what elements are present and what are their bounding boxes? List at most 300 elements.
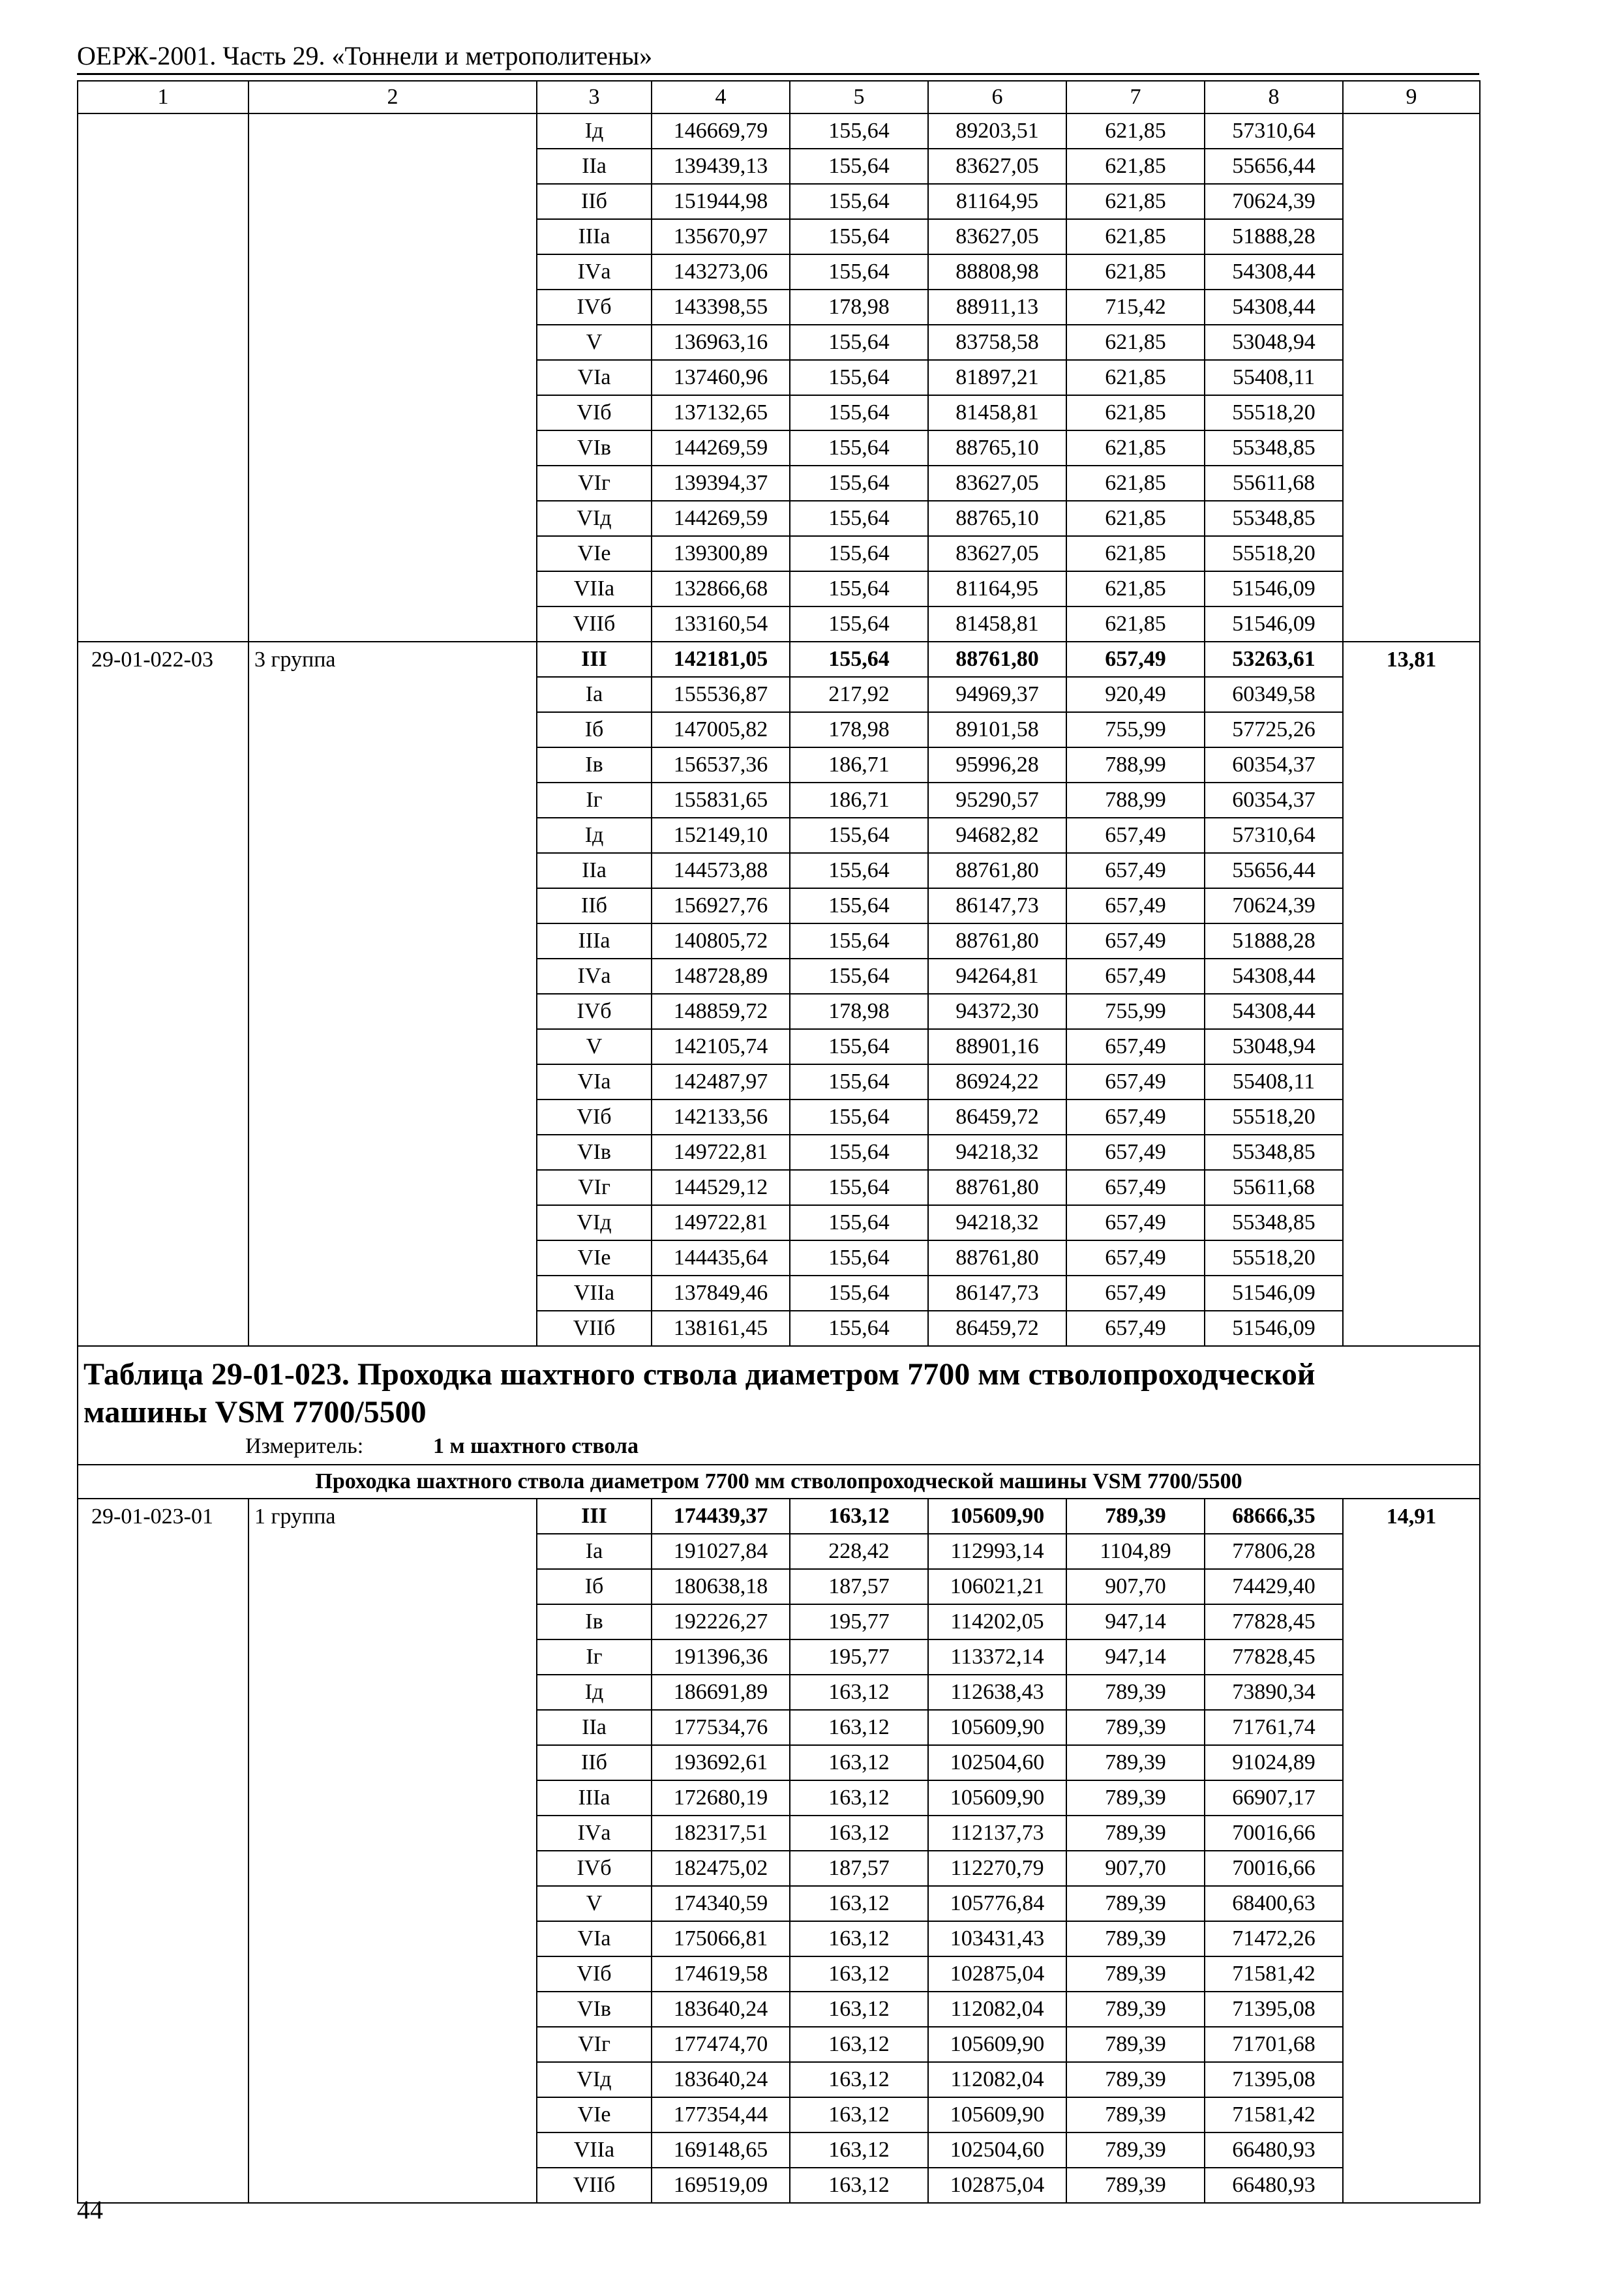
machine-cost-cell: 94264,81 [928, 959, 1066, 994]
wages-cell: 163,12 [790, 1675, 928, 1710]
material-cost-cell: 71761,74 [1205, 1710, 1343, 1745]
total-cost-cell: 155831,65 [652, 783, 790, 818]
driver-wages-cell: 789,39 [1066, 1675, 1205, 1710]
driver-wages-cell: 788,99 [1066, 747, 1205, 783]
material-cost-cell: 71581,42 [1205, 1956, 1343, 1992]
rate-code-cell [78, 113, 248, 642]
material-cost-cell: 70016,66 [1205, 1851, 1343, 1886]
material-cost-cell: 71472,26 [1205, 1921, 1343, 1956]
material-cost-cell: 60354,37 [1205, 747, 1343, 783]
table-row [78, 113, 1480, 149]
machine-cost-cell: 102875,04 [928, 1956, 1066, 1992]
material-cost-cell: 70624,39 [1205, 184, 1343, 219]
wages-cell: 155,64 [790, 219, 928, 254]
region-code-cell: Iа [537, 677, 652, 712]
driver-wages-cell: 657,49 [1066, 1029, 1205, 1064]
driver-wages-cell: 657,49 [1066, 959, 1205, 994]
driver-wages-cell: 657,49 [1066, 1311, 1205, 1346]
wages-cell: 155,64 [790, 1100, 928, 1135]
region-code-cell: Iв [537, 747, 652, 783]
region-code-cell: IIб [537, 184, 652, 219]
total-cost-cell: 133160,54 [652, 606, 790, 642]
region-code-cell: VIб [537, 1956, 652, 1992]
material-cost-cell: 51888,28 [1205, 219, 1343, 254]
driver-wages-cell: 657,49 [1066, 923, 1205, 959]
material-cost-cell: 54308,44 [1205, 290, 1343, 325]
region-code-cell: VIв [537, 430, 652, 466]
rate-code-cell: 29-01-022-03 [78, 642, 248, 1346]
driver-wages-cell: 788,99 [1066, 783, 1205, 818]
total-cost-cell: 144529,12 [652, 1170, 790, 1205]
wages-cell: 155,64 [790, 923, 928, 959]
wages-cell: 163,12 [790, 2132, 928, 2168]
machine-cost-cell: 88761,80 [928, 923, 1066, 959]
wages-cell: 155,64 [790, 466, 928, 501]
wages-cell: 186,71 [790, 783, 928, 818]
machine-cost-cell: 112137,73 [928, 1816, 1066, 1851]
work-subtitle-row [78, 1465, 1480, 1499]
total-cost-cell: 182475,02 [652, 1851, 790, 1886]
page-header: ОЕРЖ-2001. Часть 29. «Тоннели и метрополитены» [77, 41, 653, 70]
region-code-cell: Iв [537, 1604, 652, 1639]
driver-wages-cell: 789,39 [1066, 1886, 1205, 1921]
total-cost-cell: 156537,36 [652, 747, 790, 783]
region-code-cell: VIе [537, 1240, 652, 1276]
total-cost-cell: 144269,59 [652, 501, 790, 536]
material-cost-cell: 55348,85 [1205, 430, 1343, 466]
material-cost-cell: 55518,20 [1205, 1100, 1343, 1135]
region-code-cell: VIа [537, 1064, 652, 1100]
driver-wages-cell: 789,39 [1066, 2062, 1205, 2097]
driver-wages-cell: 657,49 [1066, 888, 1205, 923]
machine-cost-cell: 81458,81 [928, 395, 1066, 430]
machine-cost-cell: 105609,90 [928, 1710, 1066, 1745]
total-cost-cell: 139394,37 [652, 466, 790, 501]
region-code-cell: III [537, 642, 652, 677]
wages-cell: 163,12 [790, 2027, 928, 2062]
machine-cost-cell: 95996,28 [928, 747, 1066, 783]
driver-wages-cell: 789,39 [1066, 1956, 1205, 1992]
driver-wages-cell: 657,49 [1066, 1205, 1205, 1240]
material-cost-cell: 55348,85 [1205, 1135, 1343, 1170]
machine-cost-cell: 86147,73 [928, 1276, 1066, 1311]
driver-wages-cell: 657,49 [1066, 818, 1205, 853]
driver-wages-cell: 621,85 [1066, 466, 1205, 501]
wages-cell: 155,64 [790, 1311, 928, 1346]
driver-wages-cell: 789,39 [1066, 2097, 1205, 2132]
measure-label: Измеритель: [245, 1434, 364, 1458]
machine-cost-cell: 83627,05 [928, 149, 1066, 184]
material-cost-cell: 57725,26 [1205, 712, 1343, 747]
wages-cell: 163,12 [790, 1992, 928, 2027]
driver-wages-cell: 907,70 [1066, 1569, 1205, 1604]
machine-cost-cell: 112993,14 [928, 1534, 1066, 1569]
wages-cell: 155,64 [790, 1205, 928, 1240]
machine-cost-cell: 105776,84 [928, 1886, 1066, 1921]
total-cost-cell: 132866,68 [652, 571, 790, 606]
wages-cell: 155,64 [790, 360, 928, 395]
wages-cell: 163,12 [790, 1816, 928, 1851]
machine-cost-cell: 105609,90 [928, 2097, 1066, 2132]
total-cost-cell: 148728,89 [652, 959, 790, 994]
wages-cell: 178,98 [790, 290, 928, 325]
wages-cell: 155,64 [790, 395, 928, 430]
material-cost-cell: 55348,85 [1205, 501, 1343, 536]
material-cost-cell: 73890,34 [1205, 1675, 1343, 1710]
group-cell: 1 группа [248, 1499, 537, 2203]
total-cost-cell: 149722,81 [652, 1135, 790, 1170]
wages-cell: 186,71 [790, 747, 928, 783]
total-cost-cell: 144573,88 [652, 853, 790, 888]
total-cost-cell: 177534,76 [652, 1710, 790, 1745]
material-cost-cell: 71395,08 [1205, 1992, 1343, 2027]
region-code-cell: Iб [537, 712, 652, 747]
region-code-cell: IIб [537, 888, 652, 923]
driver-wages-cell: 907,70 [1066, 1851, 1205, 1886]
material-cost-cell: 60354,37 [1205, 783, 1343, 818]
driver-wages-cell: 789,39 [1066, 1745, 1205, 1780]
total-cost-cell: 143398,55 [652, 290, 790, 325]
column-number: 7 [1066, 81, 1205, 113]
wages-cell: 155,64 [790, 184, 928, 219]
region-code-cell: Iд [537, 113, 652, 149]
material-cost-cell: 74429,40 [1205, 1569, 1343, 1604]
machine-cost-cell: 95290,57 [928, 783, 1066, 818]
material-cost-cell: 51546,09 [1205, 571, 1343, 606]
column-number: 3 [537, 81, 652, 113]
machine-cost-cell: 83758,58 [928, 325, 1066, 360]
material-cost-cell: 57310,64 [1205, 818, 1343, 853]
wages-cell: 155,64 [790, 113, 928, 149]
driver-wages-cell: 657,49 [1066, 1240, 1205, 1276]
machine-cost-cell: 88901,16 [928, 1029, 1066, 1064]
machine-cost-cell: 88761,80 [928, 853, 1066, 888]
driver-wages-cell: 789,39 [1066, 1499, 1205, 1534]
wages-cell: 155,64 [790, 571, 928, 606]
region-code-cell: VIIа [537, 571, 652, 606]
wages-cell: 155,64 [790, 149, 928, 184]
wages-cell: 155,64 [790, 1135, 928, 1170]
region-code-cell: Iг [537, 783, 652, 818]
column-number-row [78, 81, 1480, 113]
total-cost-cell: 147005,82 [652, 712, 790, 747]
region-code-cell: VIв [537, 1135, 652, 1170]
table-title-cell [78, 1346, 1480, 1465]
material-cost-cell: 53048,94 [1205, 1029, 1343, 1064]
wages-cell: 187,57 [790, 1569, 928, 1604]
total-cost-cell: 149722,81 [652, 1205, 790, 1240]
region-code-cell: VIд [537, 1205, 652, 1240]
driver-wages-cell: 621,85 [1066, 184, 1205, 219]
machine-cost-cell: 83627,05 [928, 466, 1066, 501]
wages-cell: 187,57 [790, 1851, 928, 1886]
wages-cell: 195,77 [790, 1604, 928, 1639]
driver-wages-cell: 621,85 [1066, 219, 1205, 254]
driver-wages-cell: 947,14 [1066, 1604, 1205, 1639]
material-cost-cell: 68400,63 [1205, 1886, 1343, 1921]
driver-wages-cell: 789,39 [1066, 1816, 1205, 1851]
driver-wages-cell: 657,49 [1066, 1100, 1205, 1135]
machine-cost-cell: 86924,22 [928, 1064, 1066, 1100]
region-code-cell: VIе [537, 536, 652, 571]
table-title-line: Таблица 29-01-023. Проходка шахтного ствола диаметром 7700 мм стволопроходческой [83, 1357, 1316, 1392]
total-cost-cell: 172680,19 [652, 1780, 790, 1816]
region-code-cell: VIе [537, 2097, 652, 2132]
machine-cost-cell: 86147,73 [928, 888, 1066, 923]
total-cost-cell: 175066,81 [652, 1921, 790, 1956]
machine-cost-cell: 89203,51 [928, 113, 1066, 149]
material-cost-cell: 71395,08 [1205, 2062, 1343, 2097]
total-cost-cell: 139300,89 [652, 536, 790, 571]
driver-wages-cell: 1104,89 [1066, 1534, 1205, 1569]
wages-cell: 163,12 [790, 2097, 928, 2132]
total-cost-cell: 174340,59 [652, 1886, 790, 1921]
total-cost-cell: 174619,58 [652, 1956, 790, 1992]
machine-cost-cell: 94682,82 [928, 818, 1066, 853]
column-number: 9 [1343, 81, 1480, 113]
material-cost-cell: 77806,28 [1205, 1534, 1343, 1569]
region-code-cell: VIIб [537, 1311, 652, 1346]
table-title-row [78, 1346, 1480, 1465]
machine-cost-cell: 81164,95 [928, 571, 1066, 606]
material-cost-cell: 51546,09 [1205, 1311, 1343, 1346]
material-cost-cell: 68666,35 [1205, 1499, 1343, 1534]
region-code-cell: VIд [537, 2062, 652, 2097]
driver-wages-cell: 789,39 [1066, 1921, 1205, 1956]
machine-cost-cell: 81897,21 [928, 360, 1066, 395]
machine-cost-cell: 86459,72 [928, 1311, 1066, 1346]
machine-cost-cell: 105609,90 [928, 1499, 1066, 1534]
driver-wages-cell: 621,85 [1066, 360, 1205, 395]
header-rule [77, 73, 1479, 75]
driver-wages-cell: 621,85 [1066, 501, 1205, 536]
material-cost-cell: 66907,17 [1205, 1780, 1343, 1816]
driver-wages-cell: 657,49 [1066, 642, 1205, 677]
region-code-cell: IVа [537, 1816, 652, 1851]
wages-cell: 163,12 [790, 1921, 928, 1956]
total-cost-cell: 142487,97 [652, 1064, 790, 1100]
wages-cell: 163,12 [790, 1780, 928, 1816]
driver-wages-cell: 789,39 [1066, 2168, 1205, 2203]
machine-cost-cell: 88765,10 [928, 501, 1066, 536]
driver-wages-cell: 657,49 [1066, 1170, 1205, 1205]
driver-wages-cell: 621,85 [1066, 606, 1205, 642]
coefficient-cell [1343, 113, 1480, 642]
machine-cost-cell: 88761,80 [928, 1170, 1066, 1205]
wages-cell: 155,64 [790, 818, 928, 853]
total-cost-cell: 139439,13 [652, 149, 790, 184]
measure-line [83, 1433, 1474, 1460]
driver-wages-cell: 715,42 [1066, 290, 1205, 325]
work-subtitle: Проходка шахтного ствола диаметром 7700 мм стволопроходческой машины VSM 7700/5500 [78, 1465, 1480, 1499]
material-cost-cell: 60349,58 [1205, 677, 1343, 712]
driver-wages-cell: 920,49 [1066, 677, 1205, 712]
region-code-cell: Iа [537, 1534, 652, 1569]
wages-cell: 178,98 [790, 994, 928, 1029]
wages-cell: 155,64 [790, 1240, 928, 1276]
region-code-cell: V [537, 1029, 652, 1064]
total-cost-cell: 142105,74 [652, 1029, 790, 1064]
total-cost-cell: 142133,56 [652, 1100, 790, 1135]
wages-cell: 163,12 [790, 1745, 928, 1780]
total-cost-cell: 137132,65 [652, 395, 790, 430]
driver-wages-cell: 657,49 [1066, 1064, 1205, 1100]
wages-cell: 155,64 [790, 1064, 928, 1100]
machine-cost-cell: 88761,80 [928, 1240, 1066, 1276]
total-cost-cell: 137849,46 [652, 1276, 790, 1311]
driver-wages-cell: 621,85 [1066, 149, 1205, 184]
total-cost-cell: 182317,51 [652, 1816, 790, 1851]
material-cost-cell: 54308,44 [1205, 959, 1343, 994]
region-code-cell: VIд [537, 501, 652, 536]
total-cost-cell: 156927,76 [652, 888, 790, 923]
total-cost-cell: 193692,61 [652, 1745, 790, 1780]
total-cost-cell: 138161,45 [652, 1311, 790, 1346]
material-cost-cell: 51546,09 [1205, 606, 1343, 642]
table-row [78, 1499, 1480, 1534]
total-cost-cell: 177474,70 [652, 2027, 790, 2062]
wages-cell: 163,12 [790, 1710, 928, 1745]
region-code-cell: VIг [537, 466, 652, 501]
total-cost-cell: 155536,87 [652, 677, 790, 712]
table-title [83, 1356, 1474, 1431]
material-cost-cell: 55518,20 [1205, 1240, 1343, 1276]
region-code-cell: IVб [537, 994, 652, 1029]
wages-cell: 155,64 [790, 642, 928, 677]
price-table [77, 80, 1481, 2204]
wages-cell: 195,77 [790, 1639, 928, 1675]
material-cost-cell: 54308,44 [1205, 994, 1343, 1029]
driver-wages-cell: 621,85 [1066, 430, 1205, 466]
region-code-cell: VIIа [537, 1276, 652, 1311]
column-number: 8 [1205, 81, 1343, 113]
material-cost-cell: 71701,68 [1205, 2027, 1343, 2062]
driver-wages-cell: 621,85 [1066, 325, 1205, 360]
total-cost-cell: 151944,98 [652, 184, 790, 219]
region-code-cell: IVб [537, 290, 652, 325]
total-cost-cell: 144435,64 [652, 1240, 790, 1276]
machine-cost-cell: 81164,95 [928, 184, 1066, 219]
region-code-cell: VIг [537, 1170, 652, 1205]
driver-wages-cell: 755,99 [1066, 712, 1205, 747]
driver-wages-cell: 789,39 [1066, 2027, 1205, 2062]
material-cost-cell: 66480,93 [1205, 2132, 1343, 2168]
machine-cost-cell: 102875,04 [928, 2168, 1066, 2203]
wages-cell: 163,12 [790, 2168, 928, 2203]
wages-cell: 155,64 [790, 430, 928, 466]
rate-code-cell: 29-01-023-01 [78, 1499, 248, 2203]
wages-cell: 155,64 [790, 1029, 928, 1064]
machine-cost-cell: 114202,05 [928, 1604, 1066, 1639]
column-number: 1 [78, 81, 248, 113]
region-code-cell: Iд [537, 818, 652, 853]
region-code-cell: V [537, 325, 652, 360]
region-code-cell: VIг [537, 2027, 652, 2062]
region-code-cell: Iд [537, 1675, 652, 1710]
material-cost-cell: 55656,44 [1205, 853, 1343, 888]
total-cost-cell: 169148,65 [652, 2132, 790, 2168]
machine-cost-cell: 112082,04 [928, 2062, 1066, 2097]
total-cost-cell: 186691,89 [652, 1675, 790, 1710]
region-code-cell: IIб [537, 1745, 652, 1780]
material-cost-cell: 91024,89 [1205, 1745, 1343, 1780]
total-cost-cell: 144269,59 [652, 430, 790, 466]
region-code-cell: VIа [537, 1921, 652, 1956]
page-number: 44 [77, 2195, 103, 2224]
group-cell [248, 113, 537, 642]
region-code-cell: IIIа [537, 219, 652, 254]
machine-cost-cell: 88761,80 [928, 642, 1066, 677]
column-number: 2 [248, 81, 537, 113]
driver-wages-cell: 947,14 [1066, 1639, 1205, 1675]
wages-cell: 178,98 [790, 712, 928, 747]
machine-cost-cell: 89101,58 [928, 712, 1066, 747]
material-cost-cell: 55656,44 [1205, 149, 1343, 184]
wages-cell: 155,64 [790, 325, 928, 360]
material-cost-cell: 51888,28 [1205, 923, 1343, 959]
total-cost-cell: 191396,36 [652, 1639, 790, 1675]
table-title-line: машины VSM 7700/5500 [83, 1395, 427, 1429]
table-row [78, 642, 1480, 677]
region-code-cell: IIа [537, 853, 652, 888]
wages-cell: 155,64 [790, 254, 928, 290]
measure-value: 1 м шахтного ствола [433, 1434, 639, 1458]
driver-wages-cell: 621,85 [1066, 254, 1205, 290]
wages-cell: 155,64 [790, 501, 928, 536]
wages-cell: 163,12 [790, 2062, 928, 2097]
total-cost-cell: 135670,97 [652, 219, 790, 254]
wages-cell: 155,64 [790, 606, 928, 642]
region-code-cell: Iг [537, 1639, 652, 1675]
region-code-cell: VIIа [537, 2132, 652, 2168]
driver-wages-cell: 755,99 [1066, 994, 1205, 1029]
driver-wages-cell: 789,39 [1066, 2132, 1205, 2168]
total-cost-cell: 140805,72 [652, 923, 790, 959]
table-body [78, 81, 1480, 2203]
material-cost-cell: 77828,45 [1205, 1639, 1343, 1675]
region-code-cell: IIа [537, 1710, 652, 1745]
wages-cell: 155,64 [790, 959, 928, 994]
machine-cost-cell: 105609,90 [928, 1780, 1066, 1816]
region-code-cell: III [537, 1499, 652, 1534]
material-cost-cell: 55518,20 [1205, 395, 1343, 430]
material-cost-cell: 55408,11 [1205, 360, 1343, 395]
region-code-cell: VIб [537, 395, 652, 430]
machine-cost-cell: 83627,05 [928, 536, 1066, 571]
region-code-cell: IIIа [537, 1780, 652, 1816]
machine-cost-cell: 106021,21 [928, 1569, 1066, 1604]
driver-wages-cell: 657,49 [1066, 853, 1205, 888]
wages-cell: 155,64 [790, 1276, 928, 1311]
material-cost-cell: 70016,66 [1205, 1816, 1343, 1851]
total-cost-cell: 191027,84 [652, 1534, 790, 1569]
material-cost-cell: 55348,85 [1205, 1205, 1343, 1240]
wages-cell: 163,12 [790, 1956, 928, 1992]
machine-cost-cell: 112270,79 [928, 1851, 1066, 1886]
group-cell: 3 группа [248, 642, 537, 1346]
driver-wages-cell: 621,85 [1066, 536, 1205, 571]
wages-cell: 155,64 [790, 888, 928, 923]
machine-cost-cell: 83627,05 [928, 219, 1066, 254]
total-cost-cell: 146669,79 [652, 113, 790, 149]
material-cost-cell: 55611,68 [1205, 466, 1343, 501]
region-code-cell: VIв [537, 1992, 652, 2027]
machine-cost-cell: 103431,43 [928, 1921, 1066, 1956]
machine-cost-cell: 94372,30 [928, 994, 1066, 1029]
total-cost-cell: 143273,06 [652, 254, 790, 290]
column-number: 6 [928, 81, 1066, 113]
region-code-cell: Iб [537, 1569, 652, 1604]
